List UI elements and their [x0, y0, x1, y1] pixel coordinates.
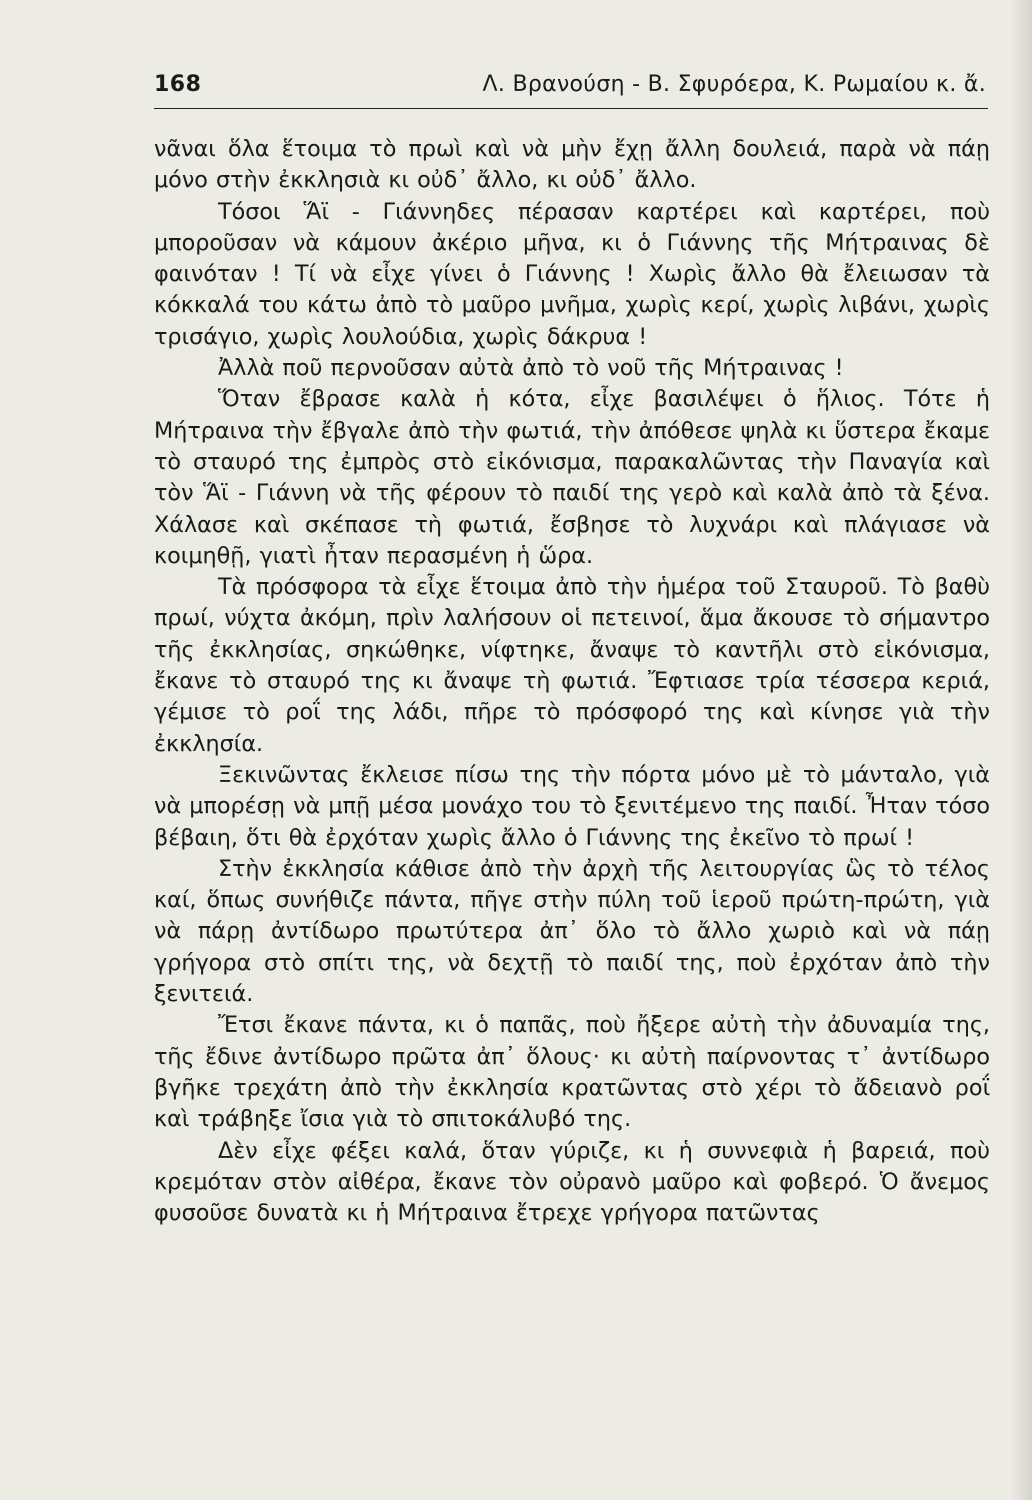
paragraph: Τὰ πρόσφορα τὰ εἶχε ἕτοιμα ἀπὸ τὴν ἡμέρα τοῦ Σταυροῦ. Τὸ βαθὺ πρωί, νύχτα ἀκόμη, πρὶν λαλήσουν οἱ πετεινοί, ἅμα ἄκουσε τὸ σήμαντρο τῆς ἐκκλησίας, σηκώθηκε, νίφτηκε, ἄναψε τὸ καντῆλι στὸ εἰκόνισμα, ἔκανε τὸ σταυρό της κι ἄναψε τὴ φωτιά. Ἔφτιασε τρία τέσσερα κεριά, γέμισε τὸ ροΐ της λάδι, πῆρε τὸ πρόσφορό της καὶ κίνησε γιὰ τὴν ἐκκλησία.: [154, 574, 990, 757]
page-header: [154, 70, 988, 104]
paragraph: Ξεκινῶντας ἔκλεισε πίσω της τὴν πόρτα μόνο μὲ τὸ μάνταλο, γιὰ νὰ μπορέσῃ νὰ μπῇ μέσα μονάχο του τὸ ξενιτέμενο της παιδί. Ἦταν τόσο βέβαιη, ὅτι θὰ ἐρχόταν χωρὶς ἄλλο ὁ Γιάννης της ἐκεῖνο τὸ πρωί !: [154, 761, 990, 851]
paragraph: Ἀλλὰ ποῦ περνοῦσαν αὐτὰ ἀπὸ τὸ νοῦ τῆς Μήτραινας !: [218, 355, 844, 382]
header-rule: [154, 108, 988, 109]
paragraph: νᾶναι ὅλα ἕτοιμα τὸ πρωὶ καὶ νὰ μὴν ἔχῃ ἄλλη δουλειά, παρὰ νὰ πάῃ μόνο στὴν ἐκκλησιὰ κι οὐδ᾽ ἄλλο, κι οὐδ᾽ ἄλλο.: [154, 136, 990, 194]
paragraph: Ὅταν ἔβρασε καλὰ ἡ κότα, εἶχε βασιλέψει ὁ ἥλιος. Τότε ἡ Μήτραινα τὴν ἔβγαλε ἀπὸ τὴν φωτιά, τὴν ἀπόθεσε ψηλὰ κι ὕστερα ἔκαμε τὸ σταυρό της ἐμπρὸς στὸ εἰκόνισμα, παρακαλῶντας τὴν Παναγία καὶ τὸν Ἅϊ - Γιάννη νὰ τῆς φέρουν τὸ παιδί της γερὸ καὶ καλὰ ἀπὸ τὰ ξένα. Χάλασε καὶ σκέπασε τὴ φωτιά, ἔσβησε τὸ λυχνάρι καὶ πλάγιασε νὰ κοιμηθῇ, γιατὶ ἦταν περασμένη ἡ ὥρα.: [154, 386, 990, 569]
page-number: 168: [154, 72, 202, 97]
paragraph: Ἔτσι ἔκανε πάντα, κι ὁ παπᾶς, ποὺ ἤξερε αὐτὴ τὴν ἀδυναμία της, τῆς ἔδινε ἀντίδωρο πρῶτα ἀπ᾽ ὅλους· κι αὐτὴ παίρνοντας τ᾽ ἀντίδωρο βγῆκε τρεχάτη ἀπὸ τὴν ἐκκλησία κρατῶντας στὸ χέρι τὸ ἄδειανὸ ροΐ καὶ τράβηξε ἴσια γιὰ τὸ σπιτοκάλυβό της.: [154, 1012, 990, 1133]
paragraph: Δὲν εἶχε φέξει καλά, ὅταν γύριζε, κι ἡ συννεφιὰ ἡ βαρειά, ποὺ κρεμόταν στὸν αἰθέρα, ἔκανε τὸν οὐρανὸ μαῦρο καὶ φοβερό. Ὁ ἄνεμος φυσοῦσε δυνατὰ κι ἡ Μήτραινα ἔτρεχε γρήγορα πατῶντας: [154, 1137, 990, 1227]
paragraph: Στὴν ἐκκλησία κάθισε ἀπὸ τὴν ἀρχὴ τῆς λειτουργίας ὣς τὸ τέλος καί, ὅπως συνήθιζε πάντα, πῆγε στὴν πύλη τοῦ ἱεροῦ πρώτη-πρώτη, γιὰ νὰ πάρῃ ἀντίδωρο πρωτύτερα ἀπ᾽ ὅλο τὸ ἄλλο χωριὸ καὶ νὰ πάῃ γρήγορα στὸ σπίτι της, νὰ δεχτῇ τὸ παιδί της, ποὺ ἐρχόταν ἀπὸ τὴν ξενιτειά.: [154, 855, 990, 1008]
body-text: [154, 134, 990, 1229]
paragraph: Τόσοι Ἅϊ - Γιάννηδες πέρασαν καρτέρει καὶ καρτέρει, ποὺ μποροῦσαν νὰ κάμουν ἀκέριο μῆνα, κι ὁ Γιάννης τῆς Μήτραινας δὲ φαινόταν ! Τί νὰ εἶχε γίνει ὁ Γιάννης ! Χωρὶς ἄλλο θὰ ἔλειωσαν τὰ κόκκαλά του κάτω ἀπὸ τὸ μαῦρο μνῆμα, χωρὶς κερί, χωρὶς λιβάνι, χωρὶς τρισάγιο, χωρὶς λουλούδια, χωρὶς δάκρυα !: [154, 198, 990, 350]
running-head: Λ. Βρανούση - Β. Σφυρόερα, Κ. Ρωμαίου κ. ἄ.: [482, 72, 986, 97]
page-edge-shadow: [1010, 0, 1032, 1500]
